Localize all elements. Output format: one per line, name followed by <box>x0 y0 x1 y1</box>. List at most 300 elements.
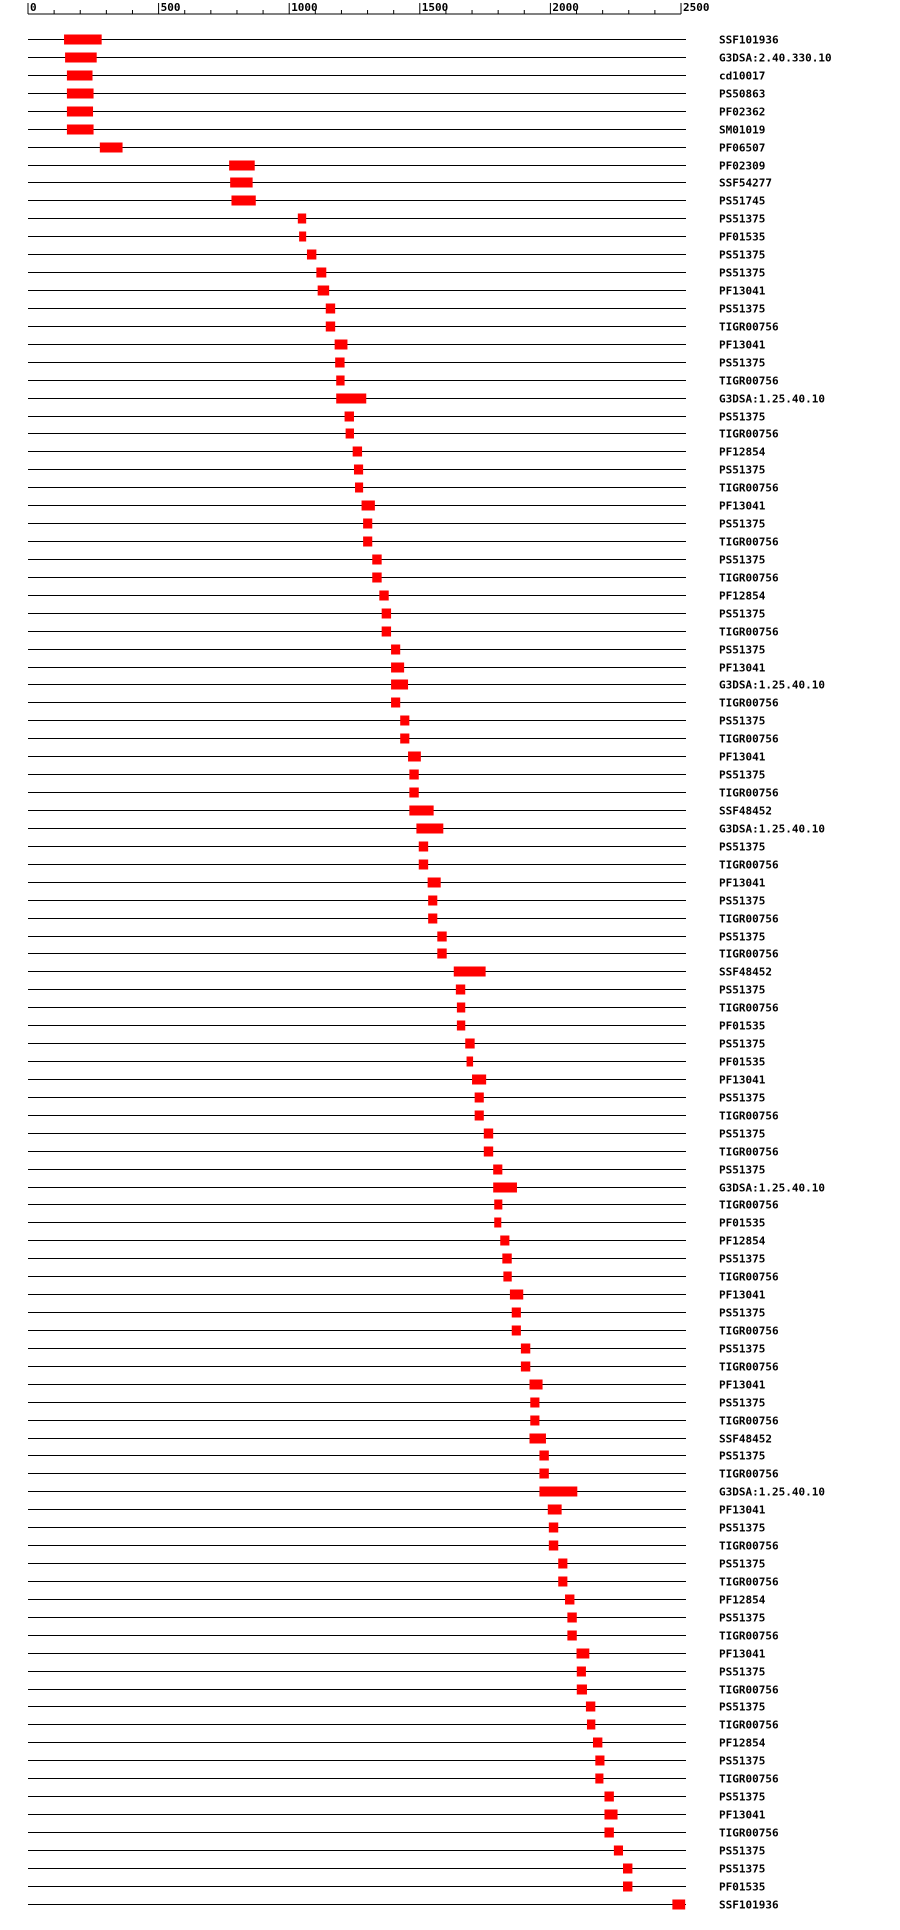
domain-label[interactable]: PS51375 <box>719 553 766 567</box>
domain-label[interactable]: PF13041 <box>719 1503 766 1517</box>
domain-bar[interactable] <box>379 591 388 601</box>
domain-label[interactable]: PS51375 <box>719 768 766 782</box>
domain-bar[interactable] <box>428 896 437 906</box>
domain-label[interactable]: SM01019 <box>719 123 766 137</box>
domain-bar[interactable] <box>428 914 437 924</box>
domain-label[interactable]: TIGR00756 <box>719 1575 779 1589</box>
domain-bar[interactable] <box>382 609 391 619</box>
domain-label[interactable]: TIGR00756 <box>719 1198 779 1212</box>
domain-label[interactable]: TIGR00756 <box>719 858 779 872</box>
domain-bar[interactable] <box>299 232 306 242</box>
domain-track <box>28 966 772 979</box>
domain-label[interactable]: TIGR00756 <box>719 481 779 495</box>
domain-track <box>28 52 832 65</box>
domain-label[interactable]: PF13041 <box>719 750 766 764</box>
domain-bar[interactable] <box>318 286 329 296</box>
domain-bar[interactable] <box>345 412 354 422</box>
domain-track <box>28 1504 766 1517</box>
domain-track <box>28 1791 765 1804</box>
domain-bar[interactable] <box>391 698 400 708</box>
domain-label[interactable]: TIGR00756 <box>719 1001 779 1015</box>
domain-track <box>28 1433 772 1446</box>
domain-track <box>28 1379 766 1392</box>
domain-bar[interactable] <box>457 1003 465 1013</box>
domain-label[interactable]: PF13041 <box>719 876 766 890</box>
domain-label[interactable]: PS51375 <box>719 1091 766 1105</box>
domain-label[interactable]: PS51375 <box>719 266 766 280</box>
domain-label[interactable]: PF12854 <box>719 589 766 603</box>
domain-label[interactable]: TIGR00756 <box>719 947 779 961</box>
domain-track <box>28 572 779 585</box>
domain-track <box>28 590 766 603</box>
domain-track <box>28 1612 765 1625</box>
axis-tick-label: 1000 <box>291 1 318 14</box>
domain-bar[interactable] <box>494 1218 501 1228</box>
domain-label[interactable]: PS51375 <box>719 212 766 226</box>
domain-bar[interactable] <box>530 1380 543 1390</box>
domain-label[interactable]: PS51745 <box>719 194 766 208</box>
domain-bar[interactable] <box>623 1882 632 1892</box>
domain-label[interactable]: TIGR00756 <box>719 571 779 585</box>
domain-track <box>28 1128 765 1141</box>
domain-bar[interactable] <box>595 1774 603 1784</box>
domain-label[interactable]: TIGR00756 <box>719 374 779 388</box>
axis-tick-label: 2000 <box>552 1 579 14</box>
domain-label[interactable]: PS51375 <box>719 1754 766 1768</box>
domain-label[interactable]: TIGR00756 <box>719 1629 779 1643</box>
domain-bar[interactable] <box>67 71 93 81</box>
domain-track <box>28 1845 765 1858</box>
domain-track <box>28 1235 766 1248</box>
domain-label[interactable]: PF12854 <box>719 1593 766 1607</box>
domain-label[interactable]: PS51375 <box>719 1449 766 1463</box>
domain-bar[interactable] <box>437 932 446 942</box>
domain-bar[interactable] <box>503 1272 511 1282</box>
domain-label[interactable]: PF01535 <box>719 1216 766 1230</box>
domain-track <box>28 1666 765 1679</box>
domain-track <box>28 913 779 926</box>
domain-bar[interactable] <box>593 1738 602 1748</box>
domain-bar[interactable] <box>467 1057 474 1067</box>
domain-track <box>28 1164 765 1177</box>
domain-bar[interactable] <box>391 663 404 673</box>
domain-label[interactable]: PS51375 <box>719 1127 766 1141</box>
domain-track <box>28 195 765 208</box>
domain-label[interactable]: G3DSA:1.25.40.10 <box>719 1485 825 1499</box>
domain-label[interactable]: PF02309 <box>719 159 766 173</box>
domain-bar[interactable] <box>454 967 486 977</box>
domain-track <box>28 1038 765 1051</box>
domain-track <box>28 715 765 728</box>
domain-track <box>28 733 779 746</box>
domain-label[interactable]: PF13041 <box>719 1808 766 1822</box>
domain-label[interactable]: PS50863 <box>719 87 766 101</box>
axis-tick-label: 500 <box>160 1 181 14</box>
domain-bar[interactable] <box>362 501 375 511</box>
domain-label[interactable]: TIGR00756 <box>719 696 779 710</box>
domain-label[interactable]: PS51375 <box>719 1306 766 1320</box>
domain-label[interactable]: TIGR00756 <box>719 320 779 334</box>
domain-track <box>28 841 765 854</box>
domain-track <box>28 1415 779 1428</box>
domain-label[interactable]: PF01535 <box>719 1880 766 1894</box>
domain-bar[interactable] <box>521 1344 530 1354</box>
domain-track <box>28 1809 766 1822</box>
domain-track <box>28 1576 779 1589</box>
domain-bar[interactable] <box>530 1398 539 1408</box>
domain-track <box>28 1146 779 1159</box>
domain-label[interactable]: PF02362 <box>719 105 766 119</box>
axis-tick-label: 2500 <box>683 1 710 14</box>
domain-bar[interactable] <box>539 1451 548 1461</box>
domain-label[interactable]: PS51375 <box>719 1844 766 1858</box>
domain-track <box>28 823 825 836</box>
domain-track <box>28 142 765 155</box>
domain-label[interactable]: PF13041 <box>719 284 766 298</box>
domain-bar[interactable] <box>604 1792 613 1802</box>
domain-tracks <box>28 34 832 1912</box>
domain-bar[interactable] <box>354 465 363 475</box>
domain-label[interactable]: TIGR00756 <box>719 427 779 441</box>
domain-bar[interactable] <box>510 1290 523 1300</box>
domain-label[interactable]: PS51375 <box>719 840 766 854</box>
domain-track <box>28 106 765 119</box>
position-axis <box>28 1 710 14</box>
domain-bar[interactable] <box>229 161 255 171</box>
domain-bar[interactable] <box>586 1702 595 1712</box>
domain-track <box>28 697 779 710</box>
domain-track <box>28 1289 766 1302</box>
domain-bar[interactable] <box>363 519 372 529</box>
domain-label[interactable]: TIGR00756 <box>719 1145 779 1159</box>
domain-label[interactable]: PF01535 <box>719 1055 766 1069</box>
domain-bar[interactable] <box>336 376 344 386</box>
domain-label[interactable]: G3DSA:2.40.330.10 <box>719 51 832 65</box>
domain-label[interactable]: TIGR00756 <box>719 1324 779 1338</box>
domain-bar[interactable] <box>391 645 400 655</box>
domain-label[interactable]: PS51375 <box>719 894 766 908</box>
domain-track <box>28 1773 779 1786</box>
domain-bar[interactable] <box>409 806 433 816</box>
domain-bar[interactable] <box>335 340 348 350</box>
domain-label[interactable]: SSF54277 <box>719 176 772 190</box>
domain-track <box>28 626 779 639</box>
domain-label[interactable]: PF12854 <box>719 1736 766 1750</box>
domain-label[interactable]: PS51375 <box>719 1790 766 1804</box>
domain-bar[interactable] <box>457 1021 465 1031</box>
domain-label[interactable]: TIGR00756 <box>719 912 779 926</box>
domain-track <box>28 1002 779 1015</box>
domain-label[interactable]: PS51375 <box>719 517 766 531</box>
domain-bar[interactable] <box>335 358 344 368</box>
domain-bar[interactable] <box>577 1649 590 1659</box>
domain-label[interactable]: PF13041 <box>719 1378 766 1392</box>
domain-bar[interactable] <box>100 143 123 153</box>
domain-track <box>28 231 765 244</box>
domain-track <box>28 464 765 477</box>
domain-track <box>28 895 765 908</box>
domain-bar[interactable] <box>409 770 418 780</box>
domain-track <box>28 1827 779 1840</box>
domain-label[interactable]: TIGR00756 <box>719 1539 779 1553</box>
domain-track <box>28 482 779 495</box>
domain-track <box>28 393 825 406</box>
domain-label[interactable]: PS51375 <box>719 1342 766 1356</box>
domain-label[interactable]: TIGR00756 <box>719 535 779 549</box>
domain-label[interactable]: SSF48452 <box>719 804 772 818</box>
domain-track <box>28 1881 765 1894</box>
domain-track <box>28 644 765 657</box>
domain-track <box>28 1182 825 1195</box>
domain-track <box>28 1648 766 1661</box>
domain-bar[interactable] <box>465 1039 474 1049</box>
domain-label[interactable]: PS51375 <box>719 1700 766 1714</box>
domain-bar[interactable] <box>494 1200 502 1210</box>
domain-bar[interactable] <box>587 1720 595 1730</box>
domain-track <box>28 88 765 101</box>
domain-label[interactable]: PF06507 <box>719 141 766 155</box>
domain-track <box>28 446 766 459</box>
domain-label[interactable]: PS51375 <box>719 1521 766 1535</box>
domain-bar[interactable] <box>558 1559 567 1569</box>
domain-track <box>28 375 779 388</box>
domain-track <box>28 859 779 872</box>
domain-track <box>28 1558 765 1571</box>
domain-track <box>28 662 766 675</box>
domain-track <box>28 1755 765 1768</box>
domain-bar[interactable] <box>493 1183 517 1193</box>
domain-bar[interactable] <box>558 1577 567 1587</box>
domain-track <box>28 679 825 692</box>
domain-label[interactable]: PS51375 <box>719 1665 766 1679</box>
domain-label[interactable]: G3DSA:1.25.40.10 <box>719 392 825 406</box>
domain-label[interactable]: PS51375 <box>719 1396 766 1410</box>
domain-bar[interactable] <box>549 1541 558 1551</box>
domain-track <box>28 160 765 173</box>
domain-label[interactable]: PF12854 <box>719 1234 766 1248</box>
domain-bar[interactable] <box>456 985 465 995</box>
domain-bar[interactable] <box>416 824 443 834</box>
domain-label[interactable]: TIGR00756 <box>719 1360 779 1374</box>
domain-track <box>28 518 765 531</box>
domain-track <box>28 805 772 818</box>
domain-bar[interactable] <box>372 555 381 565</box>
domain-bar[interactable] <box>565 1595 574 1605</box>
domain-track <box>28 321 779 334</box>
domain-bar[interactable] <box>363 537 372 547</box>
domain-track <box>28 1020 765 1033</box>
domain-bar[interactable] <box>437 949 446 959</box>
domain-track <box>28 1737 766 1750</box>
domain-track <box>28 34 779 47</box>
domain-bar[interactable] <box>539 1469 548 1479</box>
domain-track <box>28 948 779 961</box>
domain-bar[interactable] <box>512 1326 521 1336</box>
domain-bar[interactable] <box>408 752 421 762</box>
domain-bar[interactable] <box>346 429 354 439</box>
domain-bar[interactable] <box>502 1254 511 1264</box>
domain-label[interactable]: PS51375 <box>719 643 766 657</box>
domain-bar[interactable] <box>382 627 391 637</box>
domain-label[interactable]: TIGR00756 <box>719 1109 779 1123</box>
domain-track <box>28 1199 779 1212</box>
domain-track <box>28 303 765 316</box>
domain-bar[interactable] <box>530 1416 539 1426</box>
domain-track <box>28 1397 765 1410</box>
domain-track <box>28 931 765 944</box>
domain-label[interactable]: PF13041 <box>719 661 766 675</box>
domain-track <box>28 500 766 513</box>
domain-bar[interactable] <box>298 214 306 224</box>
domain-bar[interactable] <box>67 89 94 99</box>
domain-label[interactable]: PS51375 <box>719 1163 766 1177</box>
domain-track <box>28 1074 766 1087</box>
domain-track <box>28 357 765 370</box>
domain-label[interactable]: TIGR00756 <box>719 625 779 639</box>
domain-label[interactable]: SSF48452 <box>719 1432 772 1446</box>
domain-label[interactable]: PF13041 <box>719 1647 766 1661</box>
domain-bar[interactable] <box>65 53 97 63</box>
domain-bar[interactable] <box>577 1685 587 1695</box>
domain-track <box>28 1486 825 1499</box>
domain-track <box>28 1899 779 1912</box>
domain-track <box>28 1594 766 1607</box>
domain-label[interactable]: PF12854 <box>719 445 766 459</box>
domain-bar[interactable] <box>428 878 441 888</box>
domain-label[interactable]: PS51375 <box>719 410 766 424</box>
domain-label[interactable]: G3DSA:1.25.40.10 <box>719 678 825 692</box>
domain-label[interactable]: PF13041 <box>719 1073 766 1087</box>
domain-label[interactable]: TIGR00756 <box>719 1683 779 1697</box>
domain-bar[interactable] <box>567 1613 576 1623</box>
domain-label[interactable]: PS51375 <box>719 248 766 262</box>
domain-label[interactable]: PS51375 <box>719 714 766 728</box>
domain-track <box>28 1253 765 1266</box>
domain-label[interactable]: PS51375 <box>719 1611 766 1625</box>
domain-label[interactable]: PS51375 <box>719 463 766 477</box>
domain-bar[interactable] <box>567 1631 576 1641</box>
domain-bar[interactable] <box>549 1523 558 1533</box>
domain-label[interactable]: PF13041 <box>719 1288 766 1302</box>
domain-bar[interactable] <box>475 1093 484 1103</box>
domain-bar[interactable] <box>604 1810 617 1820</box>
domain-track <box>28 1217 765 1230</box>
domain-bar[interactable] <box>67 107 93 117</box>
domain-label[interactable]: PS51375 <box>719 1037 766 1051</box>
domain-bar[interactable] <box>400 716 409 726</box>
domain-bar[interactable] <box>623 1864 632 1874</box>
domain-bar[interactable] <box>419 860 428 870</box>
domain-bar[interactable] <box>493 1165 502 1175</box>
domain-bar[interactable] <box>64 35 102 45</box>
domain-track <box>28 1522 765 1535</box>
domain-bar[interactable] <box>400 734 409 744</box>
domain-bar[interactable] <box>548 1505 562 1515</box>
domain-label[interactable]: TIGR00756 <box>719 1467 779 1481</box>
domain-label[interactable]: PS51375 <box>719 1252 766 1266</box>
domain-bar[interactable] <box>472 1075 486 1085</box>
domain-label[interactable]: TIGR00756 <box>719 1718 779 1732</box>
domain-bar[interactable] <box>475 1111 484 1121</box>
domain-bar[interactable] <box>530 1434 546 1444</box>
domain-bar[interactable] <box>67 125 94 135</box>
domain-label[interactable]: G3DSA:1.25.40.10 <box>719 1181 825 1195</box>
domain-label[interactable]: SSF101936 <box>719 33 779 47</box>
domain-track <box>28 411 765 424</box>
domain-track <box>28 787 779 800</box>
domain-label[interactable]: PS51375 <box>719 983 766 997</box>
domain-label[interactable]: TIGR00756 <box>719 1772 779 1786</box>
domain-track <box>28 267 765 280</box>
domain-track <box>28 877 766 890</box>
domain-label[interactable]: PS51375 <box>719 302 766 316</box>
domain-bar[interactable] <box>500 1236 509 1246</box>
domain-label[interactable]: TIGR00756 <box>719 1270 779 1284</box>
domain-bar[interactable] <box>539 1487 577 1497</box>
domain-track <box>28 1271 779 1284</box>
domain-bar[interactable] <box>409 788 418 798</box>
axis-tick-label: 1500 <box>421 1 449 14</box>
domain-bar[interactable] <box>672 1900 685 1910</box>
domain-bar[interactable] <box>521 1362 530 1372</box>
domain-bar[interactable] <box>391 680 408 690</box>
domain-label[interactable]: PF01535 <box>719 1019 766 1033</box>
domain-bar[interactable] <box>231 196 255 206</box>
domain-track <box>28 1361 779 1374</box>
domain-bar[interactable] <box>230 178 252 188</box>
domain-label[interactable]: PS51375 <box>719 1862 766 1876</box>
domain-label[interactable]: G3DSA:1.25.40.10 <box>719 822 825 836</box>
domain-bar[interactable] <box>353 447 362 457</box>
domain-bar[interactable] <box>614 1846 623 1856</box>
domain-bar[interactable] <box>326 322 335 332</box>
domain-label[interactable]: TIGR00756 <box>719 1414 779 1428</box>
domain-label[interactable]: PS51375 <box>719 1557 766 1571</box>
domain-label[interactable]: PF13041 <box>719 499 766 513</box>
domain-track <box>28 1684 779 1697</box>
domain-bar[interactable] <box>419 842 428 852</box>
domain-track <box>28 1092 765 1105</box>
domain-bar[interactable] <box>595 1756 604 1766</box>
domain-bar[interactable] <box>512 1308 521 1318</box>
domain-bar[interactable] <box>326 304 335 314</box>
domain-track <box>28 285 766 298</box>
domain-bar[interactable] <box>604 1828 613 1838</box>
domain-label[interactable]: PF01535 <box>719 230 766 244</box>
domain-label[interactable]: TIGR00756 <box>719 732 779 746</box>
domain-label[interactable]: TIGR00756 <box>719 786 779 800</box>
domain-label[interactable]: SSF101936 <box>719 1898 779 1912</box>
domain-label[interactable]: PS51375 <box>719 607 766 621</box>
domain-label[interactable]: TIGR00756 <box>719 1826 779 1840</box>
domain-bar[interactable] <box>307 250 316 260</box>
domain-track <box>28 1719 779 1732</box>
domain-bar[interactable] <box>372 573 381 583</box>
domain-label[interactable]: SSF48452 <box>719 965 772 979</box>
domain-track <box>28 428 779 441</box>
domain-bar[interactable] <box>336 394 366 404</box>
domain-track <box>28 213 765 226</box>
domain-bar[interactable] <box>484 1129 493 1139</box>
domain-label[interactable]: PS51375 <box>719 356 766 370</box>
domain-label[interactable]: PF13041 <box>719 338 766 352</box>
domain-label[interactable]: PS51375 <box>719 930 766 944</box>
domain-bar[interactable] <box>355 483 363 493</box>
domain-bar[interactable] <box>484 1147 493 1157</box>
domain-bar[interactable] <box>316 268 326 278</box>
domain-bar[interactable] <box>577 1667 586 1677</box>
domain-label[interactable]: cd10017 <box>719 69 766 83</box>
